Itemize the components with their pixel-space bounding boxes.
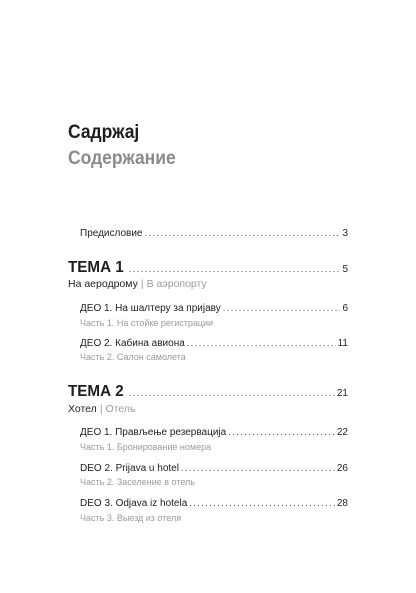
topic-subtitle-russian: Отель xyxy=(105,403,136,415)
toc-entry[interactable] xyxy=(80,303,348,314)
toc-topic-1[interactable] xyxy=(68,259,348,277)
topic-subtitle-serbian: На аеродрому xyxy=(68,278,138,290)
toc-entry-russian: Часть 2. Салон самолета xyxy=(80,352,186,362)
toc-page-number: 28 xyxy=(336,498,348,509)
toc-entry-label: ДЕО 1. Прављење резервација xyxy=(80,427,227,438)
toc-page-number: 26 xyxy=(336,463,348,474)
toc-topic-2[interactable] xyxy=(68,383,348,401)
dot-leader xyxy=(228,427,335,437)
toc-entry-preface[interactable] xyxy=(80,228,348,239)
dot-leader xyxy=(181,463,335,473)
toc-entry-label: DEO 2. Prijava u hotel xyxy=(80,463,179,474)
toc-entry-label: DEO 3. Odjava iz hotela xyxy=(80,498,188,509)
toc-entry-russian: Часть 3. Выезд из отеля xyxy=(80,513,182,523)
dot-leader xyxy=(187,338,336,348)
toc-entry[interactable] xyxy=(80,338,348,349)
toc-page-number: 6 xyxy=(342,303,348,314)
toc-entry-label: ДЕО 1. На шалтеру за пријаву xyxy=(80,303,221,314)
toc-entry[interactable] xyxy=(80,427,348,438)
toc-entry-russian: Часть 2. Заселение в отель xyxy=(80,477,195,487)
toc-title: Садржај xyxy=(68,122,140,143)
toc-topic-subtitle xyxy=(68,403,136,415)
dot-leader xyxy=(129,388,335,398)
toc-entry[interactable] xyxy=(80,498,348,509)
dot-leader xyxy=(223,303,341,313)
dot-leader xyxy=(189,498,335,508)
dot-leader xyxy=(129,264,341,274)
toc-topic-label: ТЕМА 2 xyxy=(68,383,124,400)
toc-topic-label: ТЕМА 1 xyxy=(68,259,124,276)
toc-subtitle: Содержание xyxy=(68,148,176,169)
subtitle-separator: | xyxy=(99,403,103,415)
toc-topic-subtitle xyxy=(68,278,207,290)
toc-entry-label: ДЕО 2. Кабина авиона xyxy=(80,338,185,349)
toc-page-number: 5 xyxy=(342,264,348,275)
toc-entry-russian: Часть 1. На стойке регистрации xyxy=(80,318,214,328)
topic-subtitle-russian: В аэропорту xyxy=(146,278,207,290)
toc-entry[interactable] xyxy=(80,463,348,474)
toc-page-number: 22 xyxy=(336,427,348,438)
topic-subtitle-serbian: Хотел xyxy=(68,403,97,415)
toc-page-number: 11 xyxy=(337,338,348,349)
toc-page-number: 3 xyxy=(342,228,348,239)
toc-page-number: 21 xyxy=(336,388,348,399)
subtitle-separator: | xyxy=(140,278,144,290)
toc-entry-label: Предисловие xyxy=(80,228,143,239)
toc-entry-russian: Часть 1. Бронирование номера xyxy=(80,442,212,452)
dot-leader xyxy=(144,228,340,238)
